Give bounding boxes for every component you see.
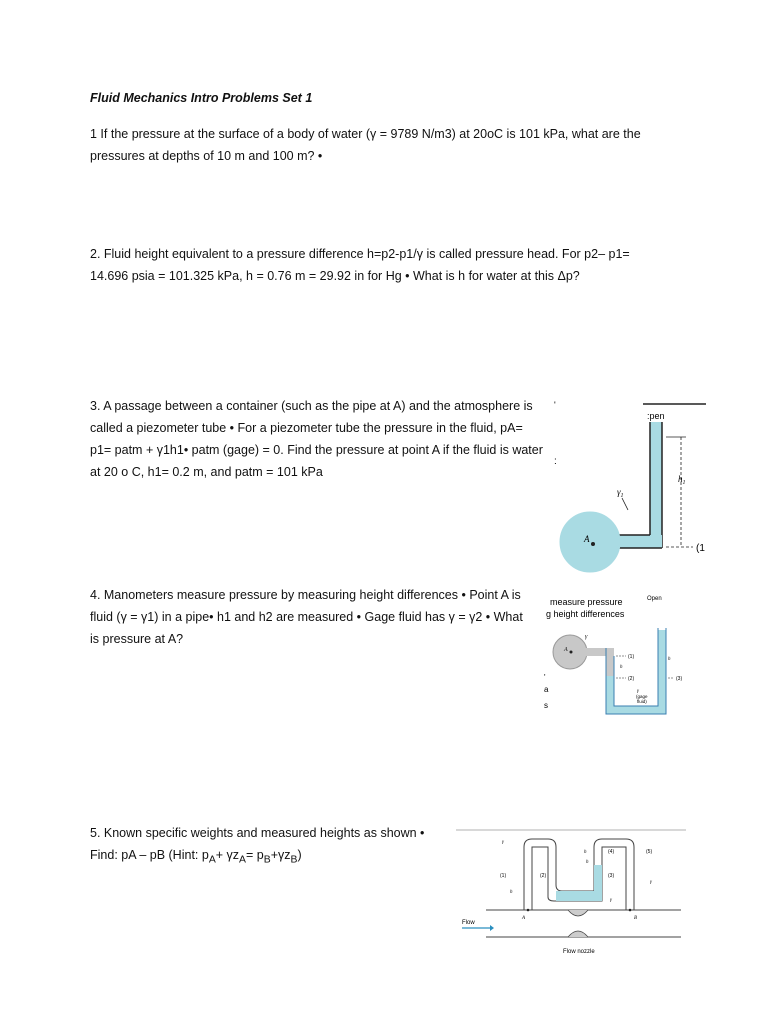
differential-manometer-figure (456, 825, 686, 960)
label-2: (2) (540, 873, 547, 879)
gage-text-2: fluid) (637, 699, 647, 704)
gamma1-label: γ (585, 634, 588, 640)
sub-a2: A (239, 854, 246, 866)
gage-text-1: (gage (636, 694, 648, 699)
piezometer-figure (548, 392, 708, 577)
gamma-label: $\gamma_1$ (617, 487, 624, 499)
close-paren: ) (297, 848, 302, 862)
problem-5-text (90, 822, 440, 872)
point-a-label: A (584, 534, 590, 544)
h1-label: h (510, 890, 513, 895)
u-tube-outer (606, 628, 666, 714)
gamma3-label: γ (650, 880, 652, 885)
flow-label: Flow (462, 920, 475, 926)
label-5: (5) (646, 849, 653, 855)
edge-label: (1 (696, 543, 705, 554)
point-b-dot (629, 909, 632, 912)
label-2: (2) (628, 676, 635, 682)
problem-3-text: 3. A passage between a container (such as the pipe at A) and the atmosphere is called a piezometer tube • For a piezometer tube the pressure in the fluid, pA= p1= patm + γ1h1• patm (gage) = 0. Find the pressure at point A if the fluid is water at 20 o C, h1= 0.2 m, and patm = 101 kPa (90, 399, 543, 479)
bottom-fluid (606, 706, 666, 714)
gamma1-label: γ (502, 840, 504, 845)
side-mark-2: a (544, 685, 549, 694)
h1-label: $h_1$ (678, 474, 686, 486)
manometer-figure (540, 590, 690, 720)
h1-label: h (620, 665, 623, 670)
label-3: (3) (676, 676, 683, 682)
h3-label: h (584, 850, 587, 855)
sub-b: B (263, 854, 271, 866)
problem-2-text: 2. Fluid height equivalent to a pressure difference h=p2-p1/γ is called pressure head. For p2– p1= 14.696 psia = 101.325 kPa, h = 0.76 m = 29.92 in for Hg • What is h for water at this Δp? (90, 247, 630, 283)
nozzle-top (568, 910, 588, 916)
label-1: (1) (500, 873, 507, 879)
label-3: (3) (608, 873, 615, 879)
nozzle-label: Flow nozzle (563, 949, 595, 955)
point-a-label: A (564, 647, 568, 653)
plus-gamma: + γz (215, 848, 240, 862)
h2-label: h (586, 860, 589, 865)
label-1: (1) (628, 654, 635, 660)
point-a-dot (527, 909, 530, 912)
gamma2-label: γ (610, 898, 612, 903)
gamma-leader (622, 498, 628, 510)
down-leg-gray (606, 648, 614, 676)
pipe-circle (560, 512, 620, 572)
open-label: :pen (647, 411, 665, 421)
document-title: Fluid Mechanics Intro Problems Set 1 (90, 91, 313, 105)
plus-gamma-2: +γz (270, 848, 291, 862)
gage-gamma: γ (637, 689, 639, 694)
side-mark-3: s (544, 701, 548, 710)
right-leg-fluid (658, 630, 666, 714)
colon-mark: : (554, 456, 557, 467)
problem-1-text: 1 If the pressure at the surface of a body of water (γ = 9789 N/m3) at 20oC is 101 kPa, what are the pressures at depths of 10 m and 100 m? • (90, 127, 641, 163)
tick-mark: ' (554, 400, 556, 410)
problem-4-text: 4. Manometers measure pressure by measuring height differences • Point A is fluid (γ = γ1) in a pipe• h1 and h2 are measured • Gage fluid has γ = γ2 • What is pressure at A? (90, 588, 523, 646)
h2-label: h (668, 657, 671, 662)
gage-fluid-right (594, 865, 602, 893)
caption-line-2: g height differences (546, 609, 625, 619)
point-a-label: A (522, 916, 526, 921)
point-a-dot (591, 542, 595, 546)
sub-a: A (208, 854, 216, 866)
flow-arrowhead (490, 925, 494, 931)
problem-5-main: 5. Known specific weights and measured heights as shown • Find: pA – pB (Hint: p (90, 826, 425, 862)
point-a-dot (570, 651, 573, 654)
label-4: (4) (608, 849, 615, 855)
tube-fluid (650, 422, 662, 548)
side-mark-1: ' (544, 673, 546, 682)
nozzle-bottom (568, 931, 588, 937)
caption-line-1: measure pressure (550, 597, 623, 607)
point-b-label: B (634, 916, 638, 921)
open-label: Open (647, 596, 662, 602)
equals-p: = p (246, 848, 264, 862)
sub-b2: B (290, 854, 298, 866)
